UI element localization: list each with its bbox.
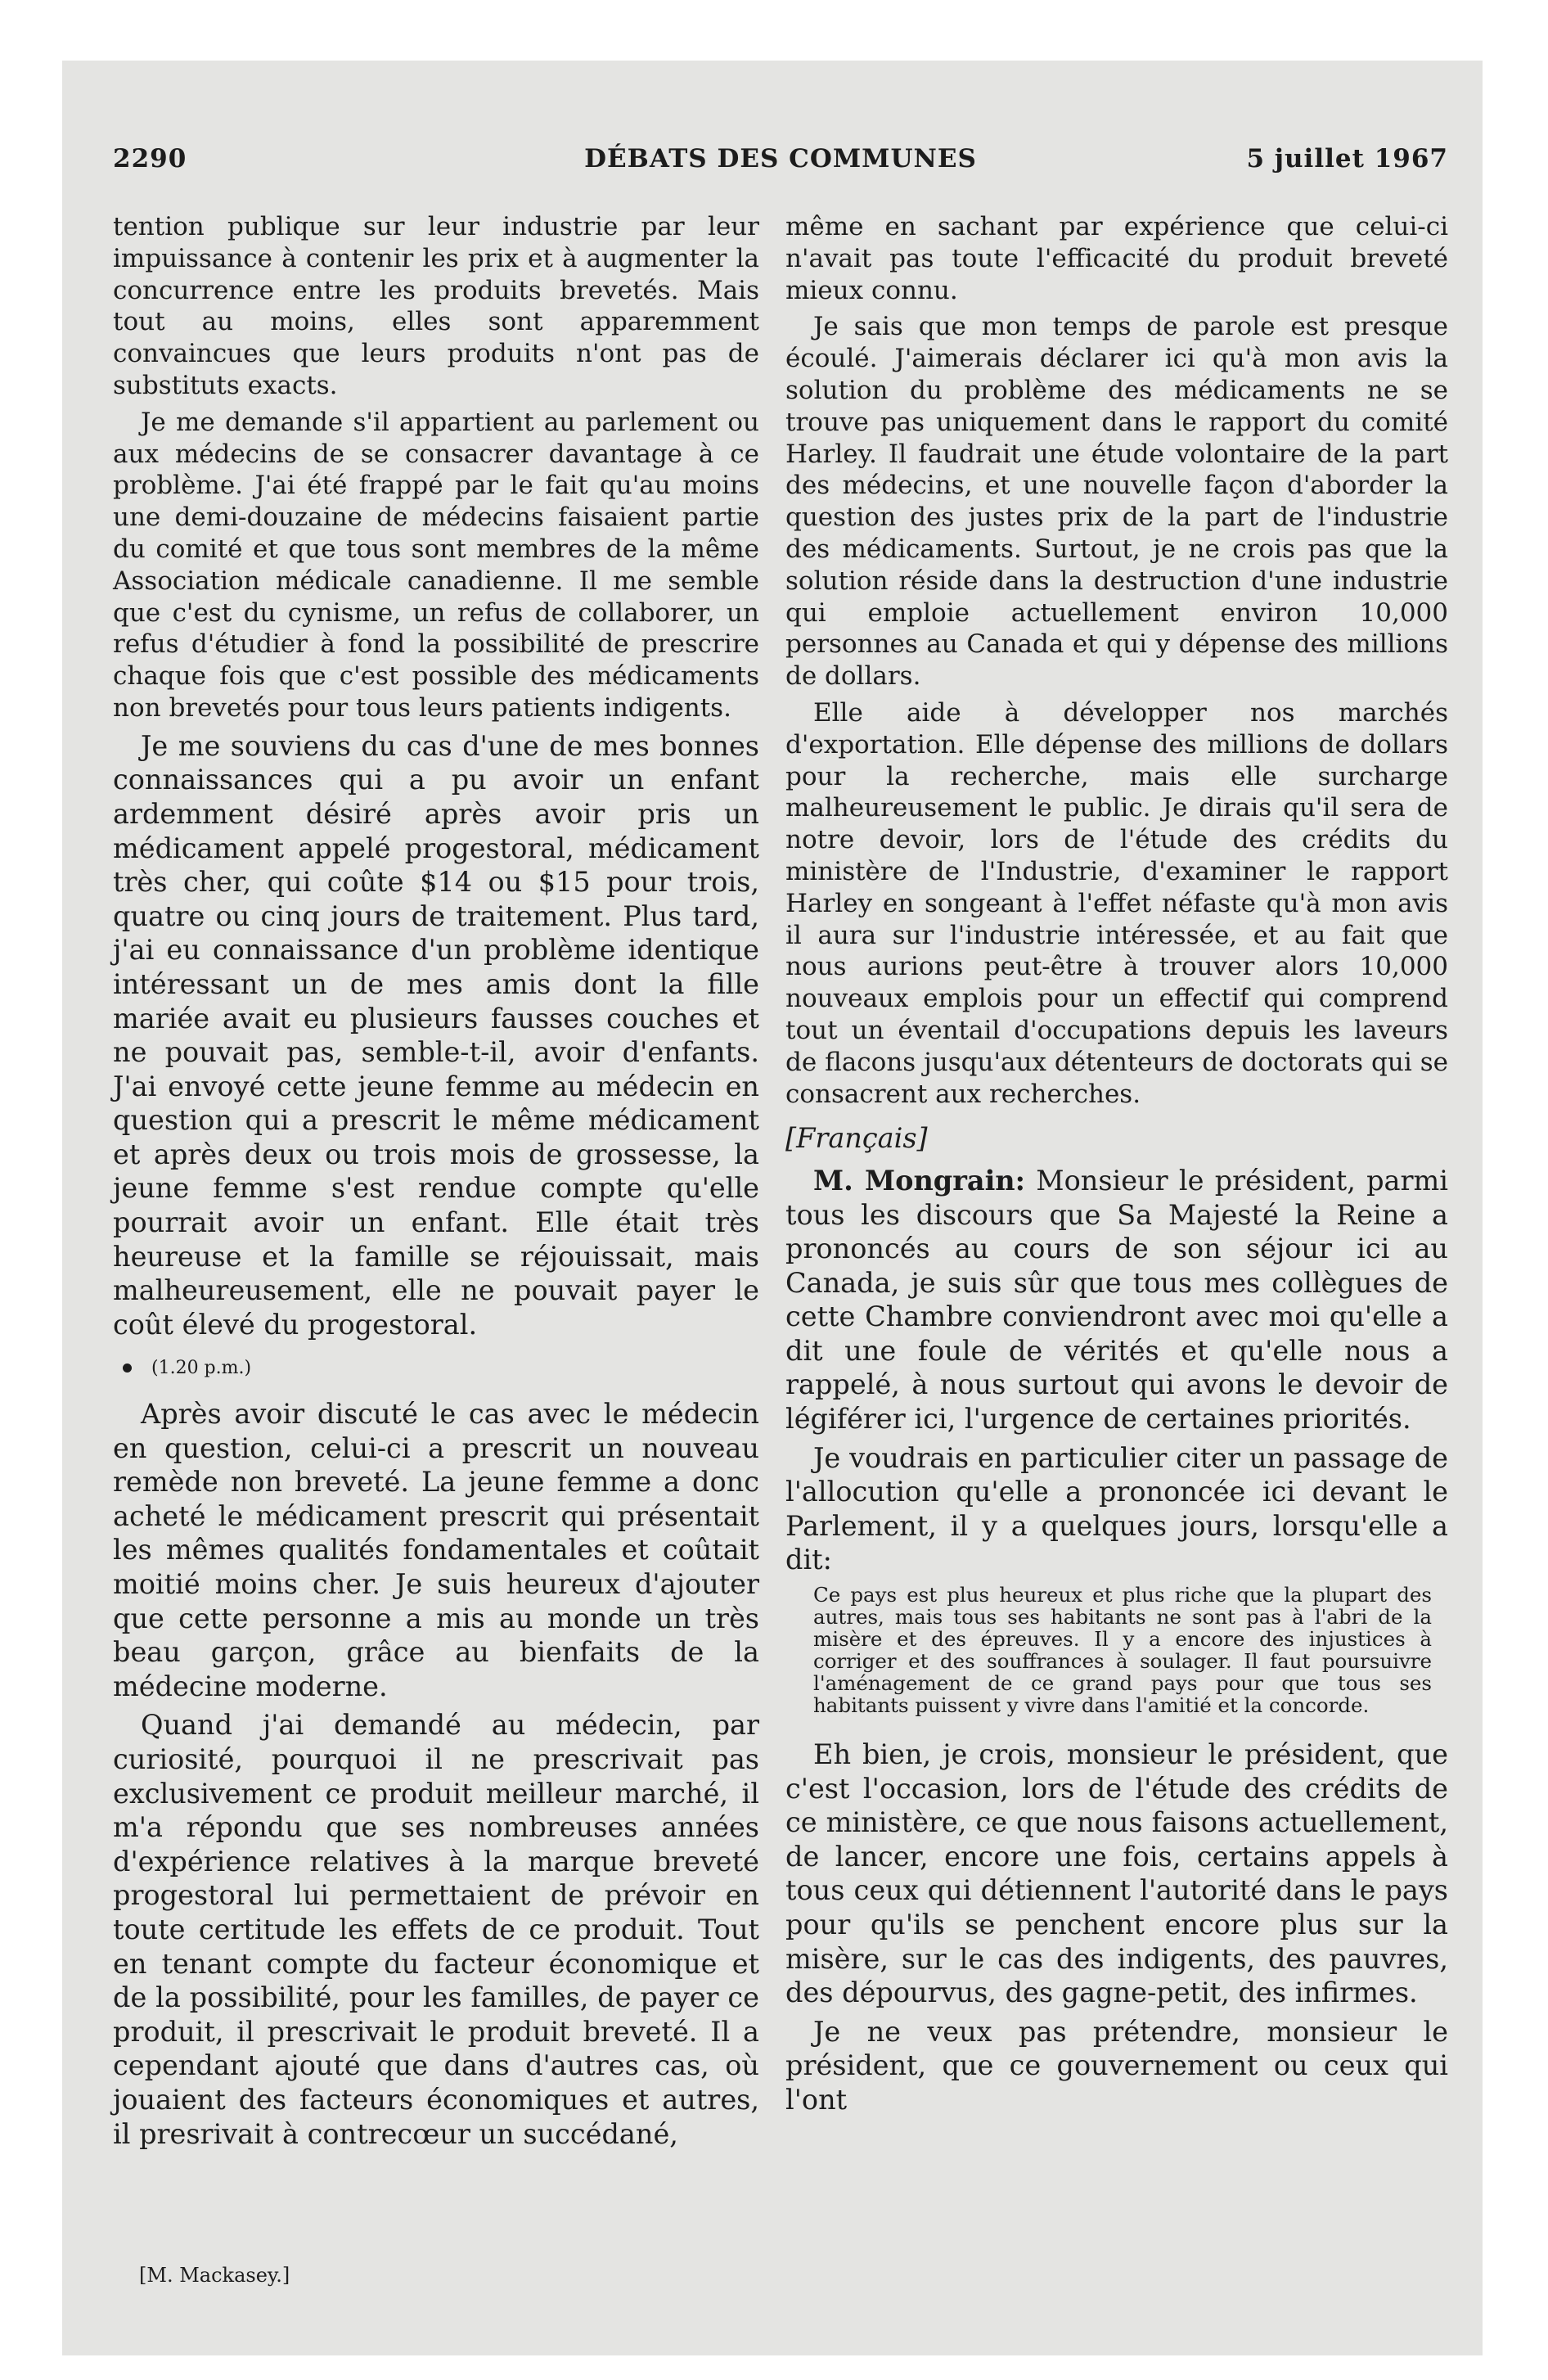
paragraph: tention publique sur leur industrie par leur impuissance à contenir les prix et à augmenter la concurrence entre les produits brevetés. Mais tout au moins, elles sont apparemment convaincues que leurs produits n'ont pas de substituts exacts. <box>113 212 759 400</box>
paragraph: Je me souviens du cas d'une de mes bonnes connaissances qui a pu avoir un enfant ardemment désiré après avoir pris un médicament appelé progestoral, médicament très cher, qui coûte $14 ou $15 pour trois, quatre ou cinq jours de traitement. Plus tard, j'ai eu connaissance d'un problème identique intéressant un de mes amis dont la fille mariée avait eu plusieurs fausses couches et ne pouvait pas, semble-t-il, avoir d'enfants. J'ai envoyé cette jeune femme au médecin en question qui a prescrit le même médicament et après deux ou trois mois de grossesse, la jeune femme s'est rendue compte qu'elle pourrait avoir un enfant. Elle était très heureuse et la famille se réjouissait, mais malheureusement, elle ne pouvait payer le coût élevé du progestoral. <box>113 729 759 1341</box>
paragraph: Eh bien, je crois, monsieur le président, que c'est l'occasion, lors de l'étude des crédits de ce ministère, ce que nous faisons actuellement, de lancer, encore une fois, certains appels à tous ceux qui détiennent l'autorité dans le pays pour qu'ils se penchent encore plus sur la misère, sur le cas des indigents, des pauvres, des dépourvus, des gagne-petit, des infirmes. <box>785 1738 1448 2009</box>
paragraph: Quand j'ai demandé au médecin, par curiosité, pourquoi il ne prescrivait pas exclusivement ce produit meilleur marché, il m'a répondu que ses nombreuses années d'expérience relatives à la marque breveté progestoral lui permettaient de prévoir en toute certitude les effets de ce produit. Tout en tenant compte du facteur économique et de la possibilité, pour les familles, de payer ce produit, il prescrivait le produit breveté. Il a cependant ajouté que dans d'autres cas, où jouaient des facteurs économiques et autres, il presrivait à contrecœur un succédané, <box>113 1709 759 2150</box>
paragraph <box>785 1164 1448 1436</box>
speaker-name: M. Mongrain: <box>813 1164 1026 1197</box>
right-column <box>785 211 1448 2122</box>
paragraph: Après avoir discuté le cas avec le médecin en question, celui-ci a prescrit un nouveau remède non breveté. La jeune femme a donc acheté le médicament prescrit qui présentait les mêmes qualités fondamentales et coûtait moitié moins cher. Je suis heureux d'ajouter que cette personne a mis au monde un très beau garçon, grâce au bienfaits de la médecine moderne. <box>113 1398 759 1702</box>
quote-text: Ce pays est plus heureux et plus riche que la plupart des autres, mais tous ses habitants ne sont pas à l'abri de la misère et des épreuves. Il y a encore des injustices à corriger et des souffrances à soulager. Il faut poursuivre l'aménagement de ce grand pays pour que tous ses habitants puissent y vivre dans l'amitié et la concorde. <box>813 1583 1432 1718</box>
paragraph: même en sachant par expérience que celui-ci n'avait pas toute l'efficacité du produit breveté mieux connu. <box>785 212 1448 305</box>
time-marker <box>113 1351 759 1386</box>
publication-title: DÉBATS DES COMMUNES <box>584 144 977 174</box>
publication-date: 5 juillet 1967 <box>1246 144 1448 174</box>
speech-text: Monsieur le président, parmi tous les discours que Sa Majesté la Reine a prononcés au cours de son séjour ici au Canada, je suis sûr que tous mes collègues de cette Chambre conviendront avec moi qu'elle a dit une foule de vérités et qu'elle nous a rappelé, à nous surtout qui avons le devoir de légiférer ici, l'urgence de certaines priorités. <box>785 1164 1449 1436</box>
paragraph: Je voudrais en particulier citer un passage de l'allocution qu'elle a prononcée ici devant le Parlement, il y a quelques jours, lorsqu'elle a dit: <box>785 1441 1448 1576</box>
bullet-icon <box>123 1364 132 1373</box>
block-quote <box>813 1584 1432 1716</box>
large-text-section <box>113 729 759 2151</box>
left-column <box>113 211 759 2156</box>
language-marker: [Français] <box>785 1122 928 1155</box>
large-text-section <box>785 1738 1448 2117</box>
paragraph: Je me demande s'il appartient au parlement ou aux médecins de se consacrer davantage à ce problème. J'ai été frappé par le fait qu'au moins une demi-douzaine de médecins faisaient partie du comité et que tous sont membres de la même Association médicale canadienne. Il me semble que c'est du cynisme, un refus de collaborer, un refus d'étudier à fond la possibilité de prescrire chaque fois que c'est possible des médicaments non brevetés pour tous leurs patients indigents. <box>113 407 759 723</box>
paragraph: Je ne veux pas prétendre, monsieur le président, que ce gouvernement ou ceux qui l'ont <box>785 2015 1448 2116</box>
paragraph: Je sais que mon temps de parole est presque écoulé. J'aimerais déclarer ici qu'à mon avis la solution du problème des médicaments ne se trouve pas uniquement dans le rapport du comité Harley. Il faudrait une étude volontaire de la part des médecins, et une nouvelle façon d'aborder la question des justes prix de la part de l'industrie des médicaments. Surtout, je ne crois pas que la solution réside dans la destruction d'une industrie qui emploie actuellement environ 10,000 personnes au Canada et qui y dépense des millions de dollars. <box>785 312 1448 692</box>
large-text-section <box>785 1121 1448 1577</box>
page-number: 2290 <box>113 144 187 174</box>
paragraph: Elle aide à développer nos marchés d'exportation. Elle dépense des millions de dollars pour la recherche, mais elle surcharge malheureusement le public. Je dirais qu'il sera de notre devoir, lors de l'étude des crédits du ministère de l'Industrie, d'examiner le rapport Harley en songeant à l'effet néfaste qu'à mon avis il aura sur l'industrie intéressée, et au fait que nous aurions peut-être à trouver alors 10,000 nouveaux emplois pour un effectif qui comprend tout un éventail d'occupations depuis les laveurs de flacons jusqu'aux détenteurs de doctorats qui se consacrent aux recherches. <box>785 697 1448 1109</box>
page-header <box>113 144 1448 185</box>
speaker-attribution: [M. Mackasey.] <box>139 2264 290 2287</box>
time-marker-text: (1.20 p.m.) <box>151 1358 252 1379</box>
